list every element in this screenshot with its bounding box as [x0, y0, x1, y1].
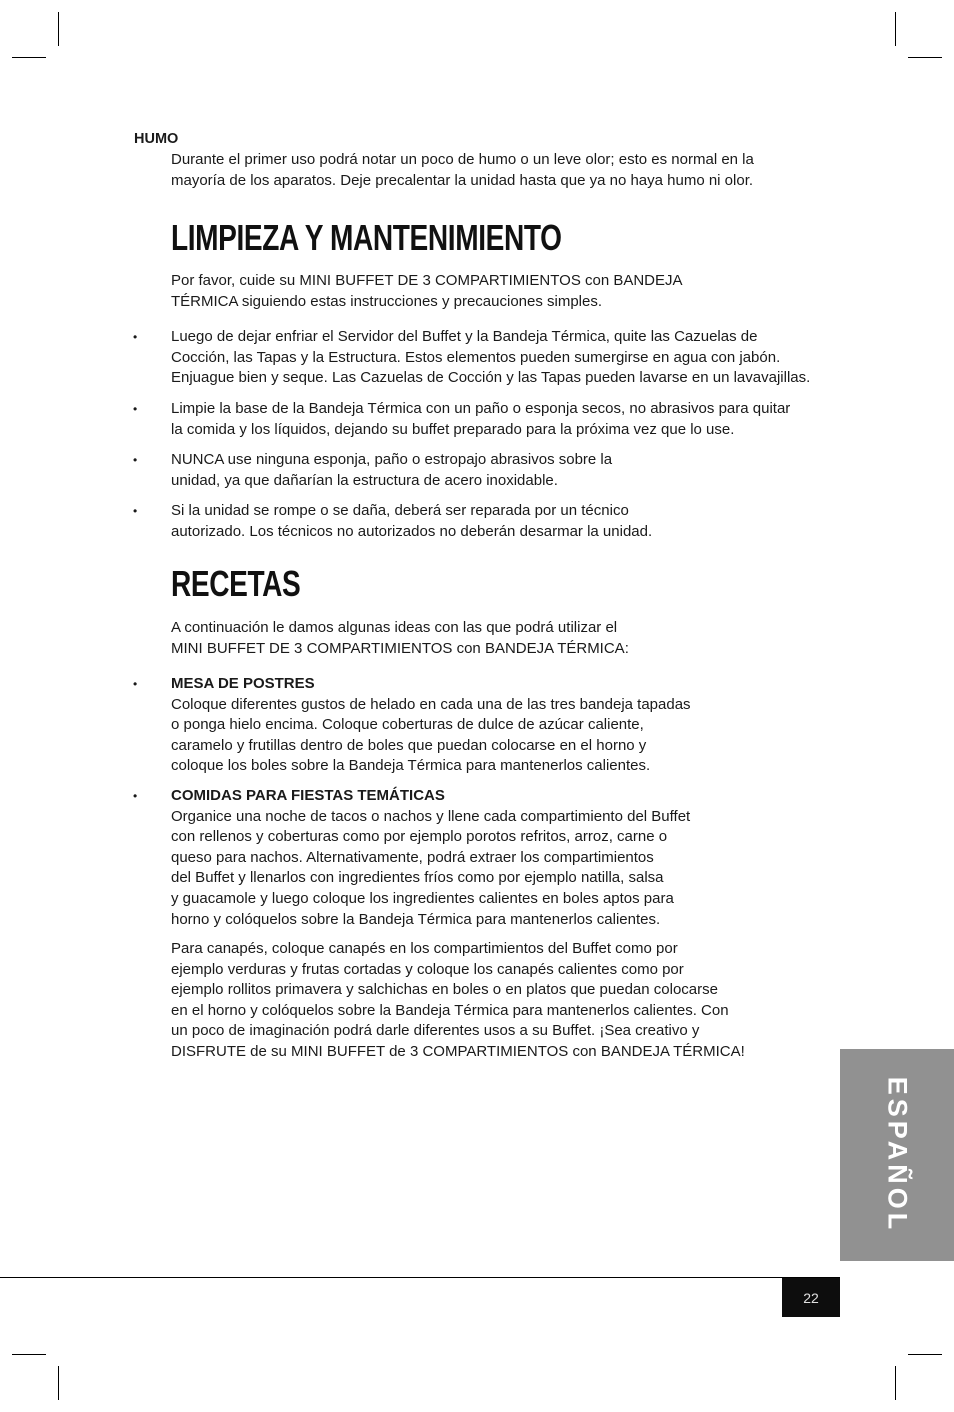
- humo-text: Durante el primer uso podrá notar un poco de humo o un leve olor; esto es normal en la mayoría de los aparatos. Deje precalentar la unidad hasta que ya no haya humo ni olor.: [171, 151, 754, 189]
- recetas-bullet: COMIDAS PARA FIESTAS TEMÁTICAS Organice una noche de tacos o nachos y llene cada compartimiento del Buffet con rellenos y coberturas como por ejemplo porotos refritos, arroz, carne o queso para nachos. Alternativamente, podrá extraer los compartimientos del Buffet y llenarlos con ingredientes fríos como por ejemplo natilla, salsa y guacamole y luego coloque los ingredientes calientes en boles aptos para horno y colóquelos sobre la Bandeja Térmica para mantenerlos calientes.: [171, 787, 691, 928]
- bullet-mark: •: [133, 677, 138, 691]
- bullet-mark: •: [133, 453, 138, 467]
- humo-label: HUMO: [134, 131, 179, 147]
- bullet-mark: •: [133, 330, 138, 344]
- limpieza-bullet: Si la unidad se rompe o se daña, deberá ser reparada por un técnico autorizado. Los técnicos no autorizados no deberán desarmar la unidad.: [171, 502, 653, 540]
- crop-mark: [12, 57, 46, 58]
- section-heading-recetas: RECETAS: [171, 563, 301, 604]
- crop-mark: [908, 57, 942, 58]
- limpieza-intro: Por favor, cuide su MINI BUFFET DE 3 COMPARTIMIENTOS con BANDEJA TÉRMICA siguiendo estas instrucciones y precauciones simples.: [171, 272, 683, 310]
- crop-mark: [895, 12, 896, 46]
- recetas-bullet: MESA DE POSTRES Coloque diferentes gustos de helado en cada una de las tres bandeja tapadas o ponga hielo encima. Coloque coberturas de dulce de azúcar caliente, caramelo y frutillas dentro de boles que puedan colocarse en el horno y coloque los boles sobre la Bandeja Térmica para mantenerlos calientes.: [171, 675, 691, 775]
- recetas-intro: A continuación le damos algunas ideas con las que podrá utilizar el MINI BUFFET DE 3 COMPARTIMIENTOS con BANDEJA TÉRMICA:: [171, 619, 629, 657]
- crop-mark: [895, 1366, 896, 1400]
- limpieza-bullet: Limpie la base de la Bandeja Térmica con un paño o esponja secos, no abrasivos para quitar la comida y los líquidos, dejando su buffet preparado para la próxima vez que lo use.: [171, 400, 791, 438]
- language-tab: [840, 1049, 954, 1261]
- bullet-mark: •: [133, 504, 138, 518]
- bullet-mark: •: [133, 402, 138, 416]
- language-tab-label: ESPAÑOL: [882, 1076, 913, 1234]
- crop-mark: [58, 1366, 59, 1400]
- crop-mark: [12, 1354, 46, 1355]
- bullet-title: MESA DE POSTRES: [171, 675, 315, 692]
- limpieza-bullet: NUNCA use ninguna esponja, paño o estropajo abrasivos sobre la unidad, ya que dañarían la estructura de acero inoxidable.: [171, 451, 613, 489]
- bullet-title: COMIDAS PARA FIESTAS TEMÁTICAS: [171, 787, 445, 804]
- crop-mark: [908, 1354, 942, 1355]
- crop-mark: [58, 12, 59, 46]
- limpieza-bullet: Luego de dejar enfriar el Servidor del Buffet y la Bandeja Térmica, quite las Cazuelas de Cocción, las Tapas y la Estructura. Estos elementos pueden sumergirse en agua con jabón. Enjuague bien y seque. Las Cazuelas de Cocción y las Tapas pueden lavarse en un lavavajillas.: [171, 328, 811, 387]
- recetas-closing: Para canapés, coloque canapés en los compartimientos del Buffet como por ejemplo verduras y frutas cortadas y coloque los canapés calientes como por ejemplo rollitos primavera y salchichas en boles o en platos que puedan colocarse en el horno y colóquelos sobre la Bandeja Térmica para mantenerlos calientes. Con un poco de imaginación podrá darle diferentes usos a su Buffet. ¡Sea creativo y DISFRUTE de su MINI BUFFET de 3 COMPARTIMIENTOS con BANDEJA TÉRMICA!: [171, 940, 745, 1060]
- page-number: 22: [782, 1278, 840, 1317]
- bullet-mark: •: [133, 789, 138, 803]
- footer-rule: [0, 1277, 840, 1278]
- section-heading-limpieza: LIMPIEZA Y MANTENIMIENTO: [171, 217, 562, 258]
